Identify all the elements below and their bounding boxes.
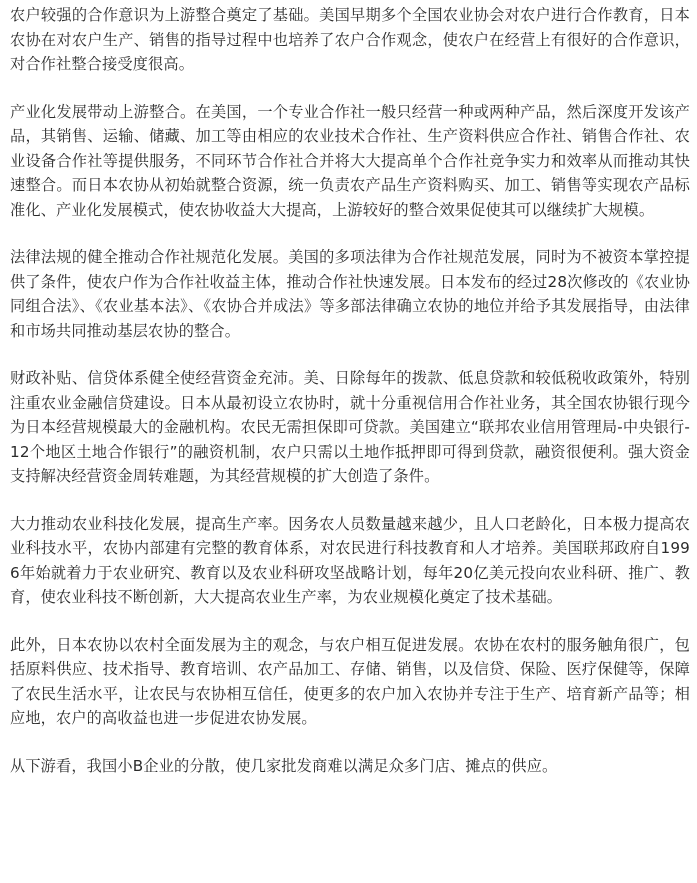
paragraph-agri-technology: 大力推动农业科技化发展，提高生产率。因务农人员数量越来越少，且人口老龄化，日本极力提高农业科技水平，农协内部建有完整的教育体系，对农民进行科技教育和人才培养。美国联邦政府自1996年始就着力于农业研究、教育以及农业科研攻坚战略计划，每年20亿美元投向农业科研、推广、教育，使农业科技不断创新，大大提高农业生产率，为农业规模化奠定了技术基础。 (10, 514, 690, 606)
paragraph-rural-development: 此外，日本农协以农村全面发展为主的观念，与农户相互促进发展。农协在农村的服务触角很广，包括原料供应、技术指导、教育培训、农产品加工、存储、销售，以及信贷、保险、医疗保健等，保障了农民生活水平，让农民与农协相互信任，使更多的农户加入农协并专注于生产、培育新产品等；相应地，农户的高收益也进一步促进农协发展。 (10, 635, 690, 727)
paragraph-industrialization: 产业化发展带动上游整合。在美国，一个专业合作社一般只经营一种或两种产品，然后深度开发该产品，其销售、运输、储藏、加工等由相应的农业技术合作社、生产资料供应合作社、销售合作社、农业设备合作社等提供服务，不同环节合作社合并将大大提高单个合作社竞争实力和效率从而推动其快速整合。而日本农协从初始就整合资源，统一负责农产品生产资料购买、加工、销售等实现农产品标准化、产业化发展模式，使农协收益大大提高，上游较好的整合效果促使其可以继续扩大规模。 (10, 102, 690, 219)
article-body (10, 3, 690, 801)
paragraph-laws-regulations: 法律法规的健全推动合作社规范化发展。美国的多项法律为合作社规范发展，同时为不被资本掌控提供了条件，使农户作为合作社收益主体，推动合作社快速发展。日本发布的经过28次修改的《农业协同组合法》、《农业基本法》、《农协合并成法》等多部法律确立农协的地位并给予其发展指导，由法律和市场共同推动基层农协的整合。 (10, 248, 690, 340)
paragraph-downstream: 从下游看，我国小B企业的分散，使几家批发商难以满足众多门店、摊点的供应。 (10, 756, 558, 775)
paragraph-finance-credit: 财政补贴、信贷体系健全使经营资金充沛。美、日除每年的拨款、低息贷款和较低税收政策外，特别注重农业金融信贷建设。日本从最初设立农协时，就十分重视信用合作社业务，其全国农协银行现今为日本经营规模最大的金融机构。农民无需担保即可贷款。美国建立“联邦农业信用管理局-中央银行-12个地区土地合作银行”的融资机制，农户只需以土地作抵押即可得到贷款，融资很便利。强大资金支持解决经营资金周转难题，为其经营规模的扩大创造了条件。 (10, 369, 690, 485)
paragraph-farmer-cooperation: 农户较强的合作意识为上游整合奠定了基础。美国早期多个全国农业协会对农户进行合作教育，日本农协在对农户生产、销售的指导过程中也培养了农户合作观念，使农户在经营上有很好的合作意识，对合作社整合接受度很高。 (10, 6, 690, 73)
